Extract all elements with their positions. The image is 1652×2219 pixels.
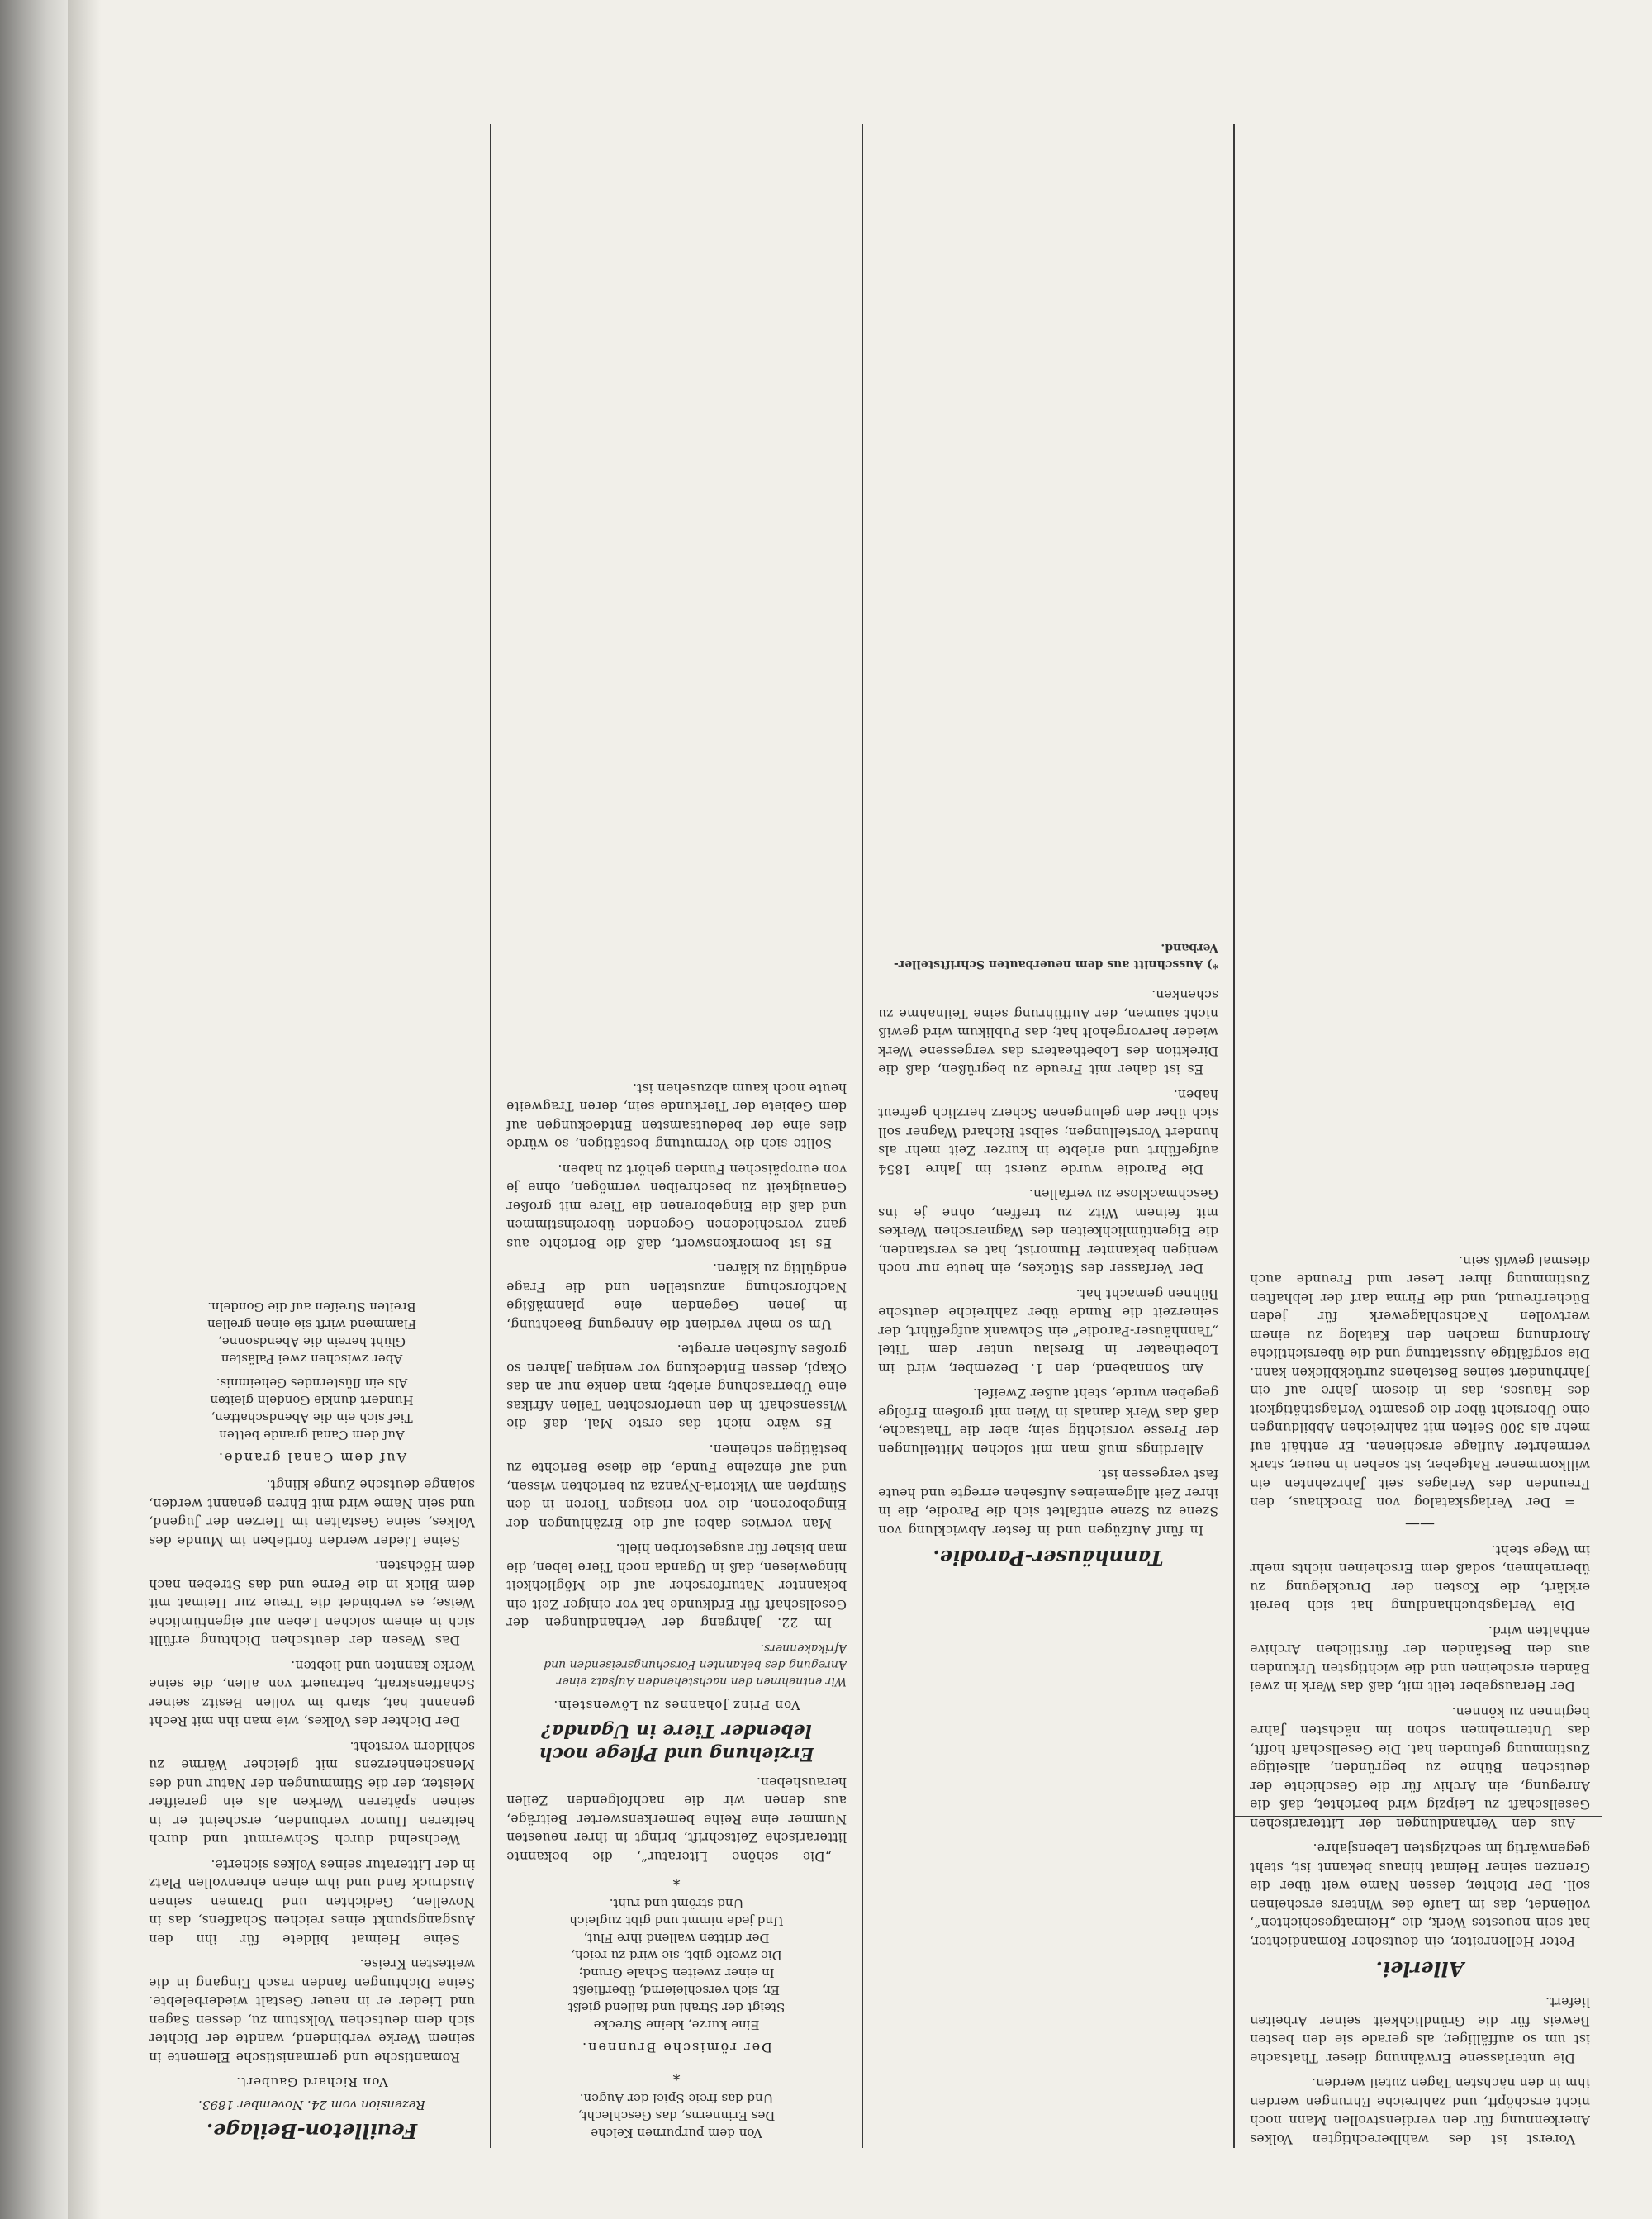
uganda-headline: Erziehung und Pflege noch lebender Tiere in Uganda? xyxy=(539,1720,814,1765)
paragraph: Das Wesen der deutschen Dichtung erfüllt sich in einem solchen Leben auf eigentümliche Weise; es verbindet die Treue zur Heimat mit dem Blick in die Ferne und das Streben nach dem Höchsten. xyxy=(149,1558,475,1648)
feuilleton-byline: Von Richard Gaubert. xyxy=(235,2074,388,2089)
verse-line: Des Erinnerns, das Geschlecht, xyxy=(577,2108,776,2123)
verse-title: Auf dem Canal grande. xyxy=(216,1450,407,1466)
verse-line: Und das freie Spiel der Augen. xyxy=(579,2091,774,2106)
paragraph: Die Parodie wurde zuerst im Jahre 1854 aufgeführt und erlebte in kurzer Zeit mehr als hundert Vorstellungen; selbst Richard Wagner soll sich über den gelungenen Scherz herzlich gefreut haben. xyxy=(878,1087,1218,1176)
paragraph: Am Sonnabend, den 1. Dezember, wird im Lobetheater in Breslau unter dem Titel „Tannhäuser-Parodie“ ein Schwank aufgeführt, der seinerzeit die Runde über zahlreiche deutsche Bühnen gemacht hat. xyxy=(878,1286,1218,1376)
paragraph: Der Verfasser des Stückes, ein heute nur noch wenigen bekannter Humorist, hat es verstanden, die Eigentümlichkeiten des Wagnerschen Werkes mit feinem Witz zu treffen, ohne je ins Geschmacklose zu verfallen. xyxy=(878,1186,1218,1276)
allerlei-body xyxy=(1250,1541,1590,1951)
paragraph: Vorerst ist des wahlberechtigten Volkes Anerkennung für den verdienstvollen Mann noch nicht erschöpft, und zahlreiche Ehrungen werden ihm in den nächsten Tagen zuteil werden. xyxy=(1250,2075,1590,2146)
page-rotated-content xyxy=(149,91,1602,2148)
verse-line: In einer zweiten Schale Grund; xyxy=(578,1965,775,1980)
column-tannhaeuser xyxy=(878,124,1218,2148)
separator-star: * xyxy=(672,2065,681,2083)
feuilleton-body xyxy=(149,1475,475,2066)
binding-shadow xyxy=(68,0,101,2219)
allerlei-end xyxy=(1250,1252,1590,1512)
uganda-byline: Von Prinz Johannes zu Löwenstein. xyxy=(553,1698,800,1713)
poem-stanza xyxy=(506,1894,847,2033)
verse-stanza xyxy=(149,1298,475,1367)
paragraph: Wechselnd durch Schwermut und durch heiteren Humor verbunden, erscheint er in seinen späteren Werken als ein gereifter Meister, der die Stimmungen der Natur und des Menschenherzens mit gleicher Wärme zu schildern versteht. xyxy=(149,1739,475,1847)
paragraph: Sollte sich die Vermutung bestätigen, so würde dies eine der bedeutsamsten Entdeckungen auf dem Gebiete der Tierkunde sein, deren Tragweite heute noch kaum abzusehen ist. xyxy=(506,1081,847,1152)
paragraph: Seine Heimat bildete für ihn den Ausgangspunkt eines reichen Schaffens, das in Novellen, Gedichten und Dramen seinen Ausdruck fand und ihm einen ehrenvollen Platz in der Litteratur seines Volkes sicherte. xyxy=(149,1857,475,1946)
poem-title: Der römische Brunnen. xyxy=(581,2040,772,2055)
verse-line: Breiten Streifen auf die Gondeln. xyxy=(207,1300,416,1314)
paragraph: Die Verlagsbuchhandlung hat sich bereit erklärt, die Kosten der Drucklegung zu übernehmen, sodaß dem Erscheinen nichts mehr im Wege steht. xyxy=(1250,1542,1590,1613)
verse-line: Hundert dunkle Gondeln gleiten xyxy=(210,1393,414,1408)
paragraph: Peter Hellenreiter, ein deutscher Romandichter, hat sein neuestes Werk, die „Heimatgeschichten“, vollendet, das im Laufe des Winters erscheinen soll. Der Dichter, dessen Name weit über die Grenzen seiner Heimat hinaus bekannt ist, steht gegenwärtig im sechzigsten Lebensjahre. xyxy=(1250,1841,1590,1949)
uganda-note: Wir entnehmen den nachstehenden Aufsatz einer Anregung des bekannten Forschungsreisenden und Afrikakenners. xyxy=(544,1642,847,1689)
newspaper-page xyxy=(149,91,1602,2148)
column-feuilleton xyxy=(149,124,475,2148)
allerlei-headline: Allerlei. xyxy=(1375,1957,1464,1981)
verse-line: Flammend wirft sie einen grellen xyxy=(206,1317,417,1332)
paragraph: Im 22. Jahrgang der Verhandlungen der Gesellschaft für Erdkunde hat vor einiger Zeit ein bekannter Naturforscher auf die Möglichkeit hingewiesen, daß in Uganda noch Tiere leben, die man bisher für ausgestorben hielt. xyxy=(506,1541,847,1631)
verse-line: Die zweite gibt, sie wird zu reich, xyxy=(571,1948,782,1963)
paragraph: Aus den Verhandlungen der Litterarischen Gesellschaft zu Leipzig wird berichtet, daß die Anregung, ein Archiv für die Geschichte der deutschen Bühne zu begründen, allseitige Zustimmung gefunden hat. Die Gesellschaft hofft, das Unternehmen schon im nächsten Jahre beginnen zu können. xyxy=(1250,1704,1590,1831)
verse-line: Eine kurze, kleine Strecke xyxy=(593,2017,760,2032)
paragraph: Seine Lieder werden fortleben im Munde des Volkes, seine Gestalten im Herzen der Jugend, und sein Name wird mit Ehren genannt werden, solange deutsche Zunge klingt. xyxy=(149,1477,475,1548)
paragraph: Um so mehr verdient die Anregung Beachtung, in jenen Gegenden eine planmäßige Nachforschung anzustellen und die Frage endgültig zu klären. xyxy=(506,1261,847,1332)
column-rule xyxy=(862,124,863,2148)
verse-line: Er, sich verschleiernd, überfließt xyxy=(573,1983,780,1998)
paragraph: Romantische und germanistische Elemente in seinem Werke verbindend, wandte der Dichter sich dem deutschen Volkstum zu, dessen Sagen und Lieder er in neuer Gestalt wiederbelebte. Seine Dichtungen fanden rasch Eingang in die weitesten Kreise. xyxy=(149,1956,475,2065)
uganda-body xyxy=(506,1079,847,1632)
column-rule xyxy=(490,124,491,2148)
verse-line: Steigt der Strahl und fallend gießt xyxy=(567,2000,786,2015)
separator-dash: —— xyxy=(1405,1516,1435,1534)
poem-fragment xyxy=(506,2089,847,2141)
paragraph: „Die schöne Literatur“, die bekannte litterarische Zeitschrift, bringt in ihrer neuesten Nummer eine Reihe bemerkenswerter Beiträge, aus denen wir die nachfolgenden Zeilen herausheben. xyxy=(506,1775,847,1864)
feuilleton-subheader: Rezension vom 24. November 1893. xyxy=(198,2098,425,2112)
verse-line: Auf dem Canal grande betten xyxy=(219,1428,405,1442)
allerlei-intro xyxy=(1250,1993,1590,2148)
verse-line: Von dem purpurnen Kelche xyxy=(591,2126,762,2141)
paragraph: Man verwies dabei auf die Erzählungen der Eingeborenen, die von riesigen Tieren in den Sümpfen am Viktoria-Nyanza zu berichten wissen, und auf einzelne Funde, die diese Berichte zu bestätigen scheinen. xyxy=(506,1442,847,1531)
paragraph: Es wäre nicht das erste Mal, daß die Wissenschaft in den unerforschten Teilen Afrikas eine Überraschung erlebt; man denke nur an das Okapi, dessen Entdeckung vor wenigen Jahren so großes Aufsehen erregte. xyxy=(506,1342,847,1432)
verse-line: Und jede nimmt und gibt zugleich xyxy=(569,1913,784,1928)
paragraph: Der Herausgeber teilt mit, daß das Werk in zwei Bänden erscheinen und die wichtigsten Urkunden aus den Beständen der fürstlichen Archive enthalten wird. xyxy=(1250,1623,1590,1694)
tannhaeuser-headline: Tannhäuser-Parodie. xyxy=(933,1546,1164,1570)
column-rule xyxy=(1233,124,1235,2148)
intro-text xyxy=(506,1773,847,1866)
paragraph: = Der Verlagskatalog von Brockhaus, den Freunden des Verlages seit Jahrzehnten ein willkommener Ratgeber, ist soeben in neuer, stark vermehrter Auflage erschienen. Er enthält auf mehr als 300 Seiten mit zahlreichen Abbildungen eine Übersicht über die gesamte Verlagsthätigkeit des Hauses, das in diesem Jahre auf ein Jahrhundert seines Bestehens zurückblicken kann. Die sorgfältige Ausstattung und die übersichtliche Anordnung machen den Katalog zu einem wertvollen Nachschlagewerk für jeden Bücherfreund, und die Firma darf der lebhaften Zustimmung ihrer Leser und Freunde auch diesmal gewiß sein. xyxy=(1250,1253,1590,1510)
paragraph: Der Dichter des Volkes, wie man ihn mit Recht genannt hat, starb im vollen Besitz seiner Schaffenskraft, betrauert von allen, die seine Werke kannten und liebten. xyxy=(149,1658,475,1729)
verse-line: Als ein flüsterndes Geheimnis. xyxy=(216,1376,408,1390)
paragraph: Es ist bemerkenswert, daß die Berichte aus ganz verschiedenen Gegenden übereinstimmen und daß die Eingeborenen die Tiere mit großer Genauigkeit zu beschreiben vermögen, ohne je von europäischen Funden gehört zu haben. xyxy=(506,1162,847,1251)
paragraph: Es ist daher mit Freude zu begrüßen, daß die Direktion des Lobetheaters das vergessene Werk wieder hervorgeholt hat; das Publikum wird gewiß nicht säumen, der Aufführung seine Teilnahme zu schenken. xyxy=(878,987,1218,1077)
tannhaeuser-footnote: *) Ausschnitt aus dem neuerbauten Schriftsteller-Verband. xyxy=(893,941,1218,971)
feuilleton-header: Feuilleton-Beilage. xyxy=(206,2119,418,2143)
verse-line: Aber zwischen zwei Palästen xyxy=(221,1352,403,1366)
column-allerlei xyxy=(1250,124,1590,2148)
tannhaeuser-body xyxy=(878,986,1218,1539)
paragraph: In fünf Aufzügen und in fester Abwicklung von Szene zu Szene entfaltet sich die Parodie, die in ihrer Zeit allgemeines Aufsehen erregte und heute fast vergessen ist. xyxy=(878,1466,1218,1537)
verse-line: Der dritten wallend ihre Flut, xyxy=(583,1931,770,1946)
paragraph: Die unterlassene Erwähnung dieser Thatsache ist um so auffälliger, als gerade sie den besten Beweis für die Gründlichkeit seiner Arbeiten liefert. xyxy=(1250,1994,1590,2065)
verse-line: Tief sich ein die Abendschatten, xyxy=(211,1410,413,1425)
separator-star: * xyxy=(672,1870,681,1888)
verse-line: Und strömt und ruht. xyxy=(609,1896,744,1911)
column-uganda xyxy=(506,124,847,2148)
verse-stanza xyxy=(149,1374,475,1443)
paragraph: Allerdings muß man mit solchen Mitteilungen der Presse vorsichtig sein; aber die Thatsache, daß das Werk damals in Wien mit großem Erfolge gegeben wurde, steht außer Zweifel. xyxy=(878,1385,1218,1456)
scanner-binding-edge xyxy=(0,0,68,2219)
verse-line: Glüht herein die Abendsonne, xyxy=(217,1334,406,1349)
